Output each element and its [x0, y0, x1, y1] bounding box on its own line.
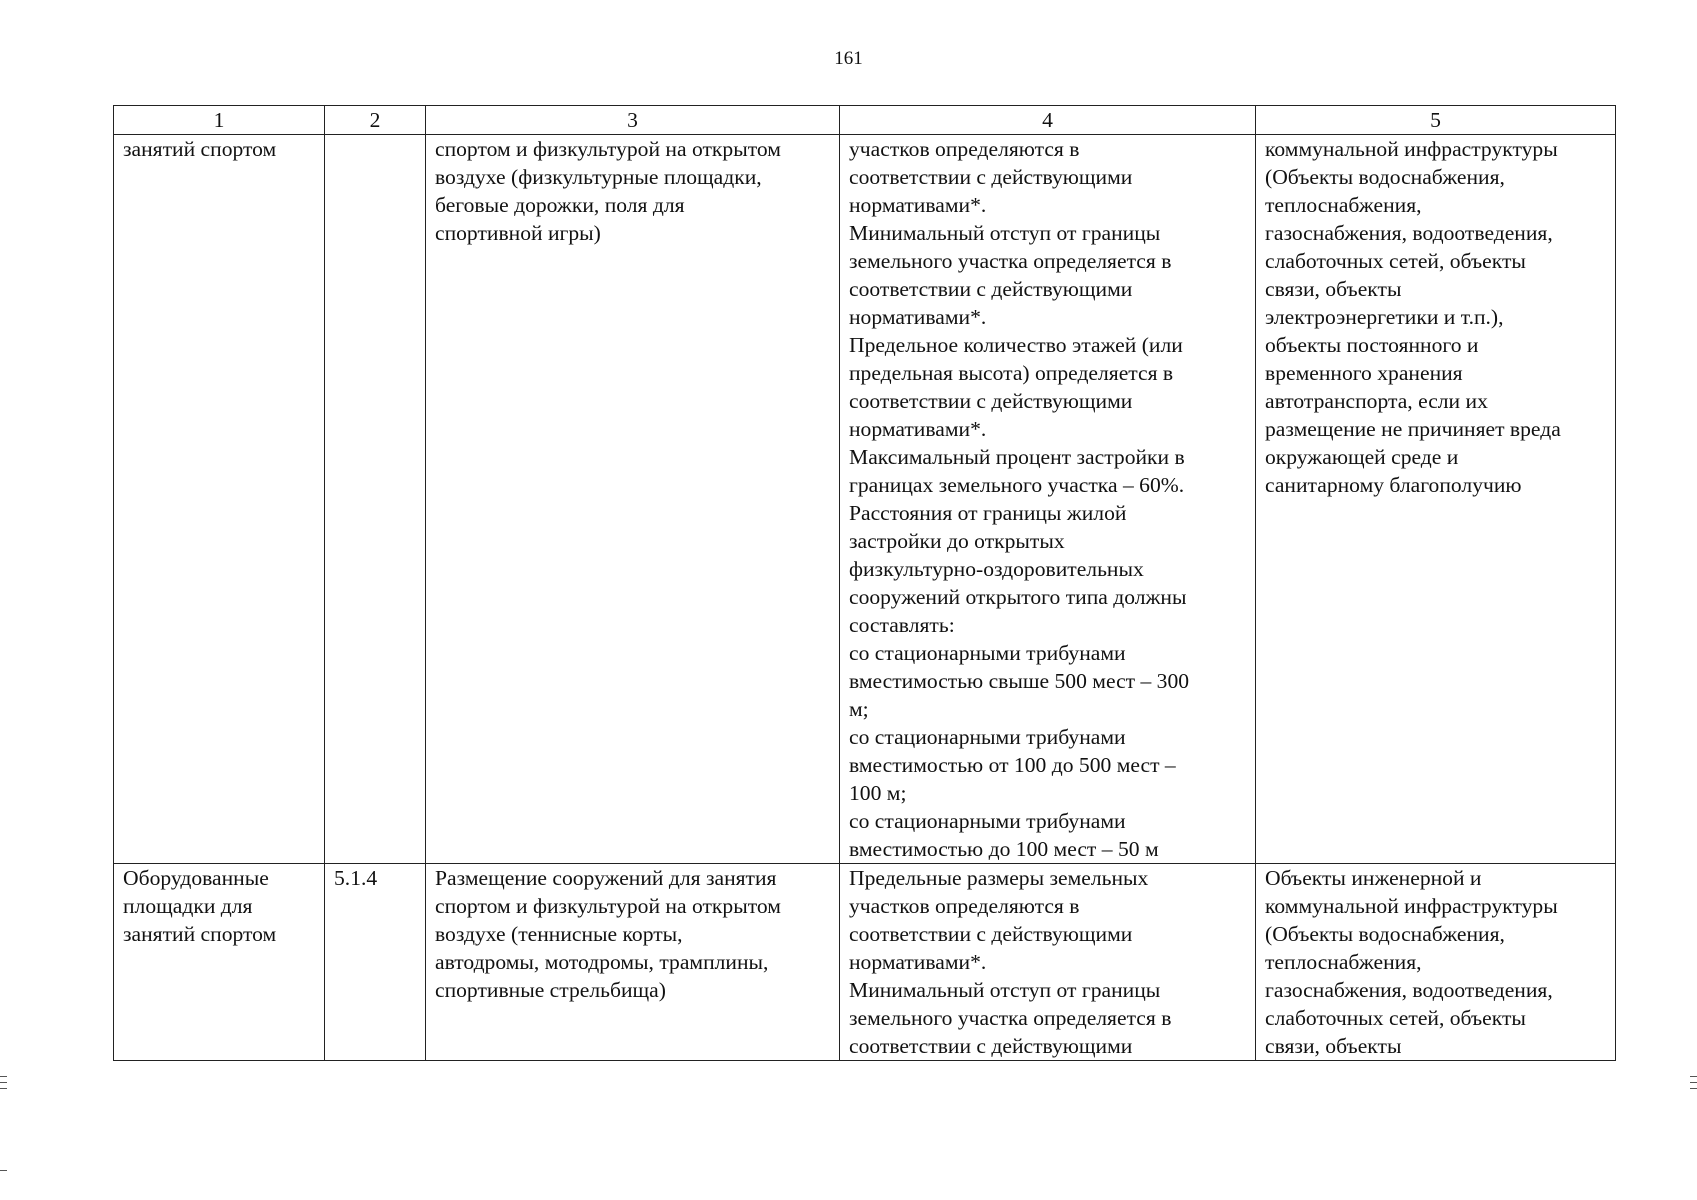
header-row: [114, 106, 1616, 135]
column-header: 3: [426, 106, 840, 135]
cell-text-line: спортивные стрельбища): [435, 978, 666, 1002]
cell-text-line: соответствии с действующими: [849, 922, 1133, 946]
cell-text-line: спортом и физкультурой на открытом: [435, 894, 781, 918]
cell-text-line: связи, объекты: [1265, 277, 1402, 301]
scan-mark: [0, 1082, 7, 1083]
cell-text-line: связи, объекты: [1265, 1034, 1402, 1058]
cell-text-line: Оборудованные: [123, 866, 269, 890]
cell-text-line: окружающей среде и: [1265, 445, 1459, 469]
cell-text-line: со стационарными трибунами: [849, 725, 1126, 749]
cell-text-line: Размещение сооружений для занятия: [435, 866, 777, 890]
cell-text-line: участков определяются в: [849, 894, 1080, 918]
table-cell: [325, 864, 426, 1061]
cell-text-line: (Объекты водоснабжения,: [1265, 165, 1505, 189]
table-cell: [426, 864, 840, 1061]
cell-text-line: газоснабжения, водоотведения,: [1265, 221, 1553, 245]
page-number: 161: [834, 48, 863, 69]
cell-text-line: коммунальной инфраструктуры: [1265, 894, 1558, 918]
cell-text-line: соответствии с действующими: [849, 165, 1133, 189]
table-body: [114, 135, 1616, 1061]
table-row: [114, 864, 1616, 1061]
table-cell: [1256, 864, 1616, 1061]
cell-text-line: нормативами*.: [849, 193, 987, 217]
column-header: 1: [114, 106, 325, 135]
cell-text-line: воздухе (физкультурные площадки,: [435, 165, 762, 189]
cell-text-line: объекты постоянного и: [1265, 333, 1479, 357]
cell-text-line: Расстояния от границы жилой: [849, 501, 1127, 525]
cell-text-line: Предельное количество этажей (или: [849, 333, 1183, 357]
cell-text-line: нормативами*.: [849, 417, 987, 441]
scan-mark: [1690, 1076, 1697, 1077]
scan-mark: [0, 1170, 7, 1171]
cell-text-line: 5.1.4: [334, 866, 378, 890]
column-header: 4: [840, 106, 1256, 135]
cell-text-line: со стационарными трибунами: [849, 809, 1126, 833]
cell-text-line: слаботочных сетей, объекты: [1265, 249, 1526, 273]
cell-text-line: вместимостью от 100 до 500 мест –: [849, 753, 1176, 777]
column-header: 5: [1256, 106, 1616, 135]
cell-text-line: беговые дорожки, поля для: [435, 193, 685, 217]
cell-text-line: м;: [849, 697, 869, 721]
cell-text-line: теплоснабжения,: [1265, 193, 1422, 217]
cell-text-line: площадки для: [123, 894, 253, 918]
table-cell: [114, 135, 325, 864]
cell-text-line: временного хранения: [1265, 361, 1463, 385]
cell-text-line: спортивной игры): [435, 221, 601, 245]
column-header: 2: [325, 106, 426, 135]
cell-text-line: слаботочных сетей, объекты: [1265, 1006, 1526, 1030]
regulations-table: [113, 105, 1616, 1061]
table-cell: [840, 864, 1256, 1061]
cell-text-line: соответствии с действующими: [849, 277, 1133, 301]
cell-text-line: вместимостью до 100 мест – 50 м: [849, 837, 1159, 861]
cell-text-line: физкультурно-оздоровительных: [849, 557, 1144, 581]
cell-text-line: Максимальный процент застройки в: [849, 445, 1185, 469]
cell-text-line: электроэнергетики и т.п.),: [1265, 305, 1504, 329]
table-cell: [840, 135, 1256, 864]
cell-text-line: соответствии с действующими: [849, 1034, 1133, 1058]
scan-mark: [1690, 1082, 1697, 1083]
cell-text-line: воздухе (теннисные корты,: [435, 922, 683, 946]
cell-text-line: вместимостью свыше 500 мест – 300: [849, 669, 1190, 693]
cell-text-line: границах земельного участка – 60%.: [849, 473, 1185, 497]
cell-text-line: составлять:: [849, 613, 955, 637]
cell-text-line: газоснабжения, водоотведения,: [1265, 978, 1553, 1002]
cell-text-line: теплоснабжения,: [1265, 950, 1422, 974]
cell-text-line: автотранспорта, если их: [1265, 389, 1488, 413]
cell-text-line: земельного участка определяется в: [849, 1006, 1172, 1030]
cell-text-line: нормативами*.: [849, 305, 987, 329]
cell-text-line: 100 м;: [849, 781, 907, 805]
cell-text-line: спортом и физкультурой на открытом: [435, 137, 781, 161]
cell-text-line: Минимальный отступ от границы: [849, 978, 1161, 1002]
scan-mark: [1690, 1088, 1697, 1089]
cell-text-line: предельная высота) определяется в: [849, 361, 1174, 385]
cell-text-line: автодромы, мотодромы, трамплины,: [435, 950, 769, 974]
table-row: [114, 135, 1616, 864]
cell-text-line: Предельные размеры земельных: [849, 866, 1149, 890]
cell-text-line: со стационарными трибунами: [849, 641, 1126, 665]
cell-text-line: занятий спортом: [123, 137, 277, 161]
cell-text-line: соответствии с действующими: [849, 389, 1133, 413]
table-cell: [1256, 135, 1616, 864]
cell-text-line: (Объекты водоснабжения,: [1265, 922, 1505, 946]
cell-text-line: занятий спортом: [123, 922, 277, 946]
cell-text-line: нормативами*.: [849, 950, 987, 974]
cell-text-line: Минимальный отступ от границы: [849, 221, 1161, 245]
cell-text-line: Объекты инженерной и: [1265, 866, 1482, 890]
cell-text-line: коммунальной инфраструктуры: [1265, 137, 1558, 161]
cell-text-line: земельного участка определяется в: [849, 249, 1172, 273]
table-cell: [426, 135, 840, 864]
cell-text-line: участков определяются в: [849, 137, 1080, 161]
cell-text-line: санитарному благополучию: [1265, 473, 1522, 497]
cell-text-line: сооружений открытого типа должны: [849, 585, 1187, 609]
cell-text-line: застройки до открытых: [849, 529, 1065, 553]
table-cell: [114, 864, 325, 1061]
table-cell: [325, 135, 426, 864]
cell-text-line: размещение не причиняет вреда: [1265, 417, 1561, 441]
scan-mark: [0, 1076, 7, 1077]
scan-mark: [0, 1088, 7, 1089]
